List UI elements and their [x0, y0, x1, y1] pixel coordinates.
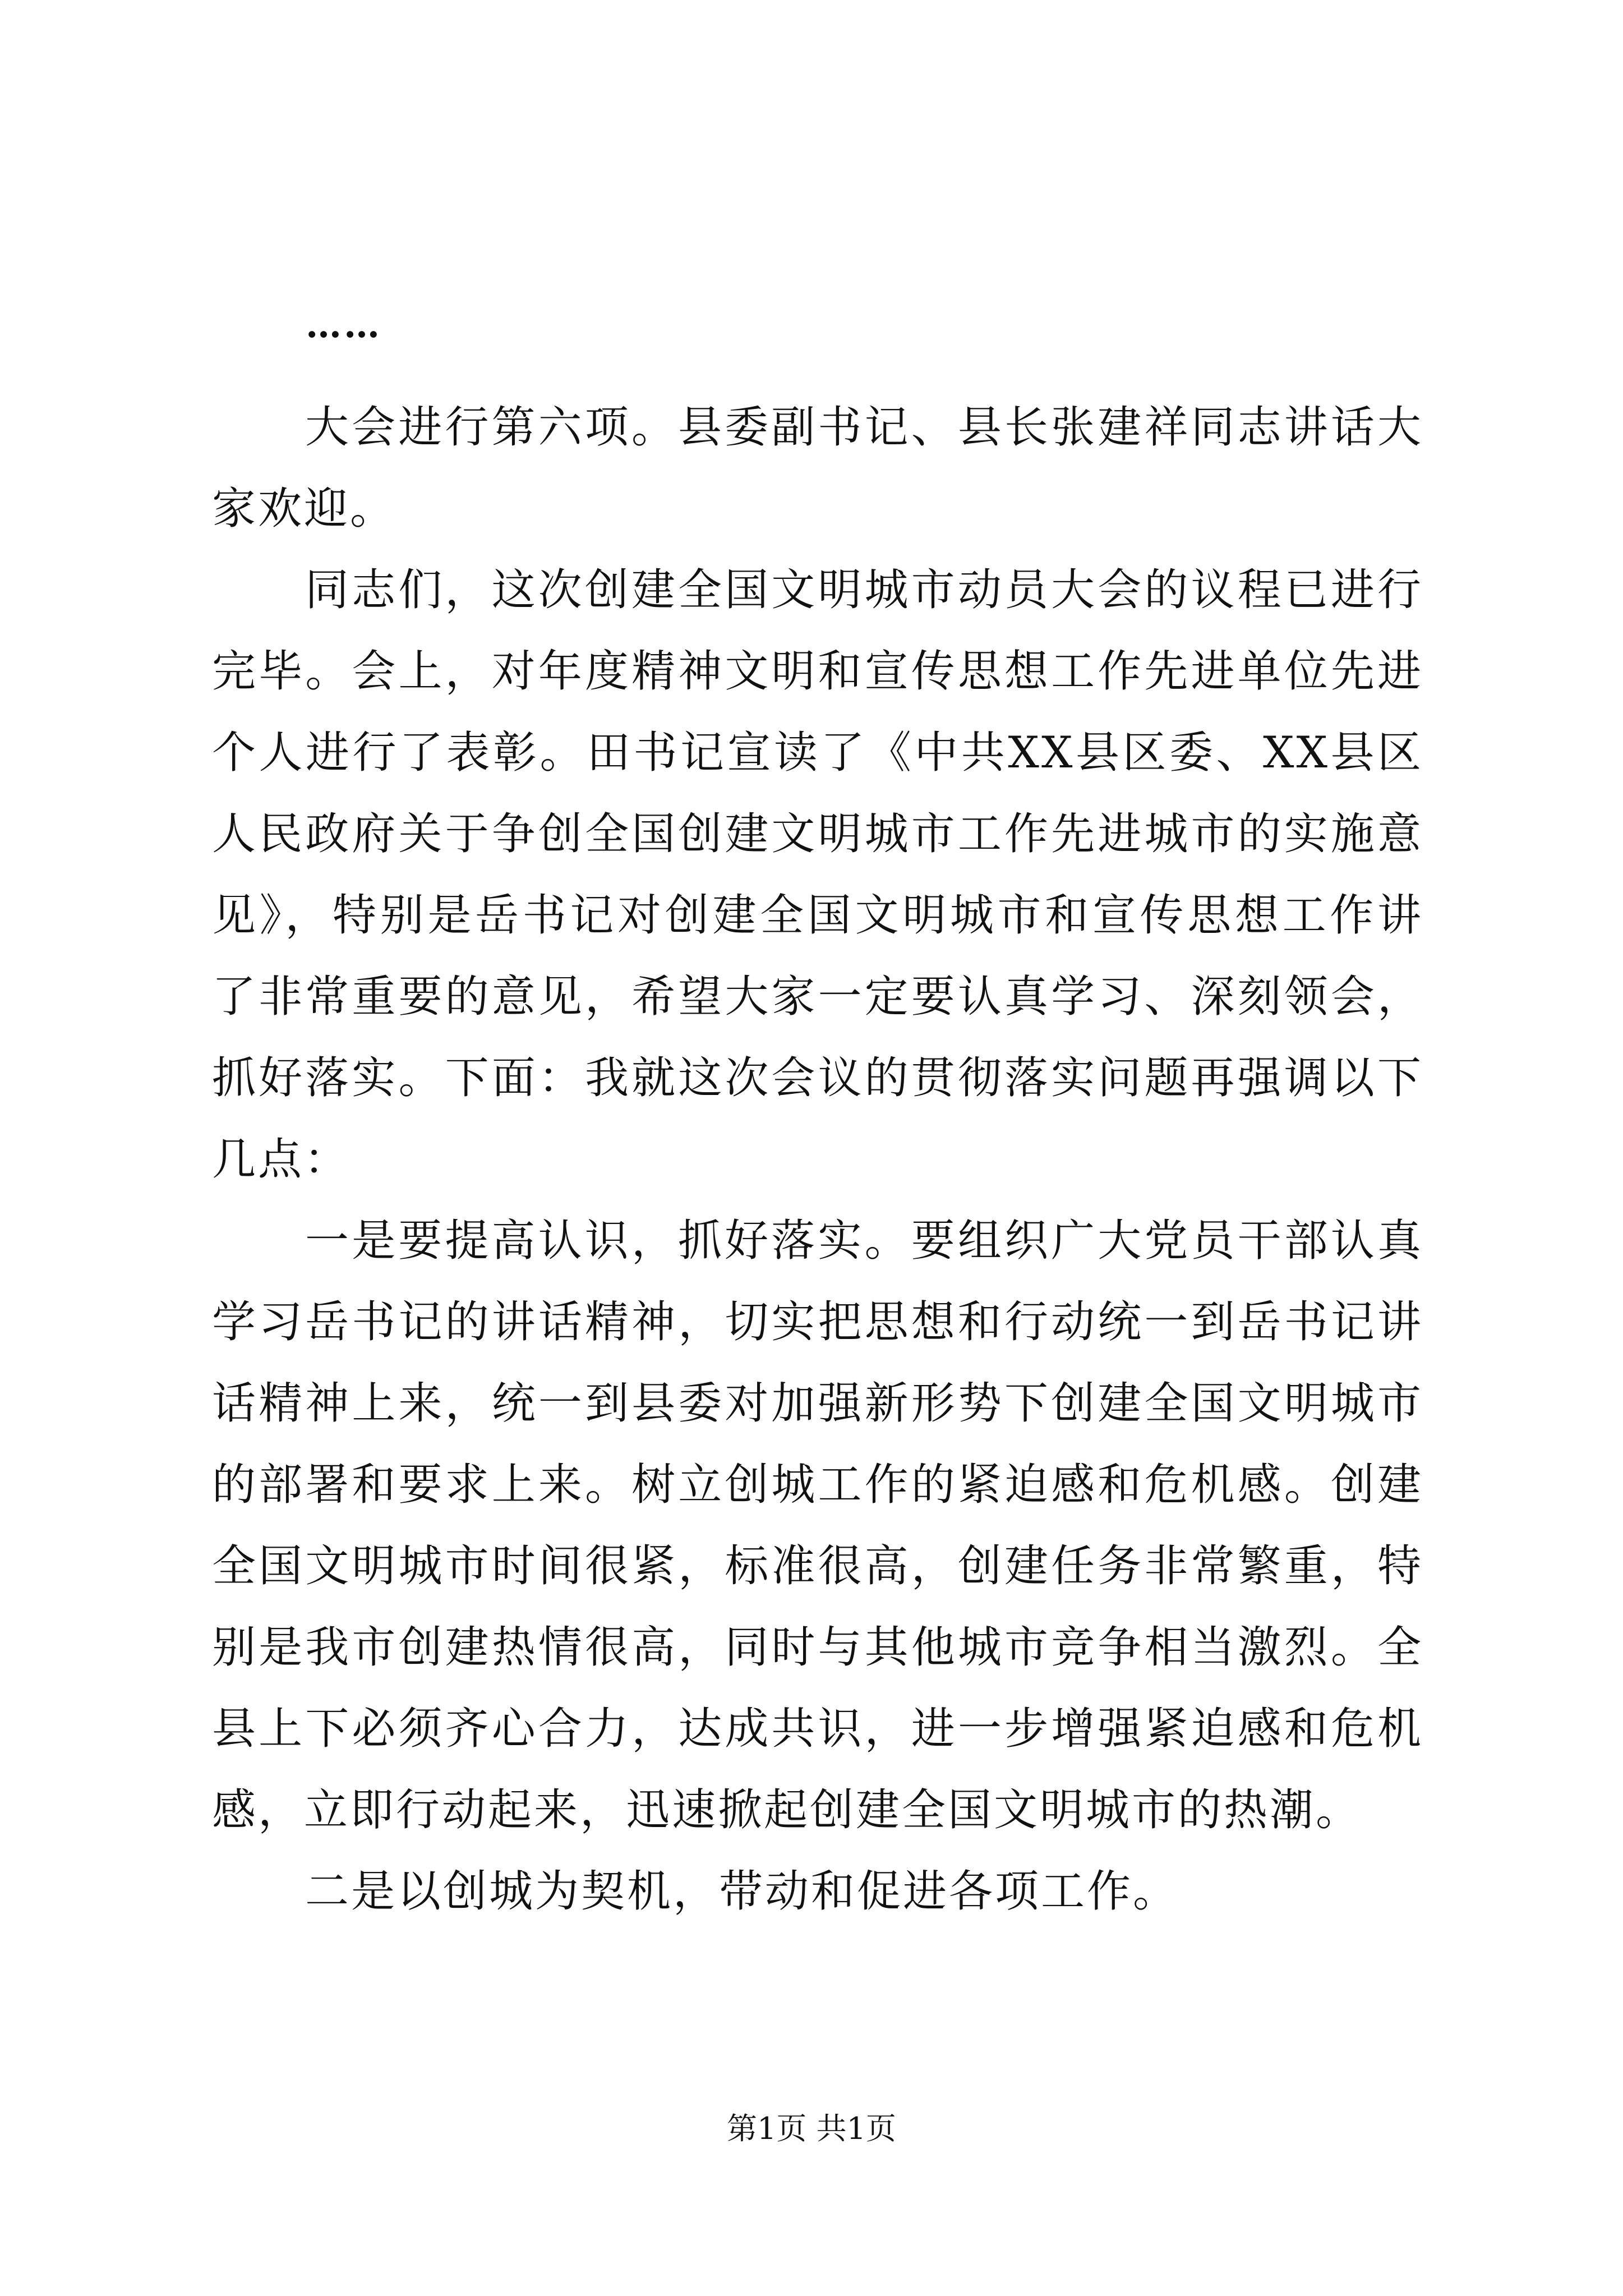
ellipsis-marker: ……	[306, 304, 382, 346]
page-footer: 第1页 共1页	[727, 2111, 896, 2146]
paragraph-1: 大会进行第六项。县委副书记、县长张建祥同志讲话大家欢迎。	[212, 402, 1423, 534]
document-body	[212, 387, 1423, 1932]
paragraph-4: 二是以创城为契机，带动和促进各项工作。	[305, 1866, 1179, 1917]
paragraph-3: 一是要提高认识，抓好落实。要组织广大党员干部认真学习岳书记的讲话精神，切实把思想和行动统一到岳书记讲话精神上来，统一到县委对加强新形势下创建全国文明城市的部署和要求上来。树立创城工作的紧迫感和危机感。创建全国文明城市时间很紧，标准很高，创建任务非常繁重，特别是我市创建热情很高，同时与其他城市竞争相当激烈。全县上下必须齐心合力，达成共识，进一步增强紧迫感和危机感，立即行动起来，迅速掀起创建全国文明城市的热潮。	[212, 1216, 1423, 1835]
paragraph-2: 同志们，这次创建全国文明城市动员大会的议程已进行完毕。会上，对年度精神文明和宣传思想工作先进单位先进个人进行了表彰。田书记宣读了《中共XX县区委、XX县区人民政府关于争创全国创建文明城市工作先进城市的实施意见》，特别是岳书记对创建全国文明城市和宣传思想工作讲了非常重要的意见，希望大家一定要认真学习、深刻领会，抓好落实。下面：我就这次会议的贯彻落实问题再强调以下几点：	[212, 565, 1423, 1185]
